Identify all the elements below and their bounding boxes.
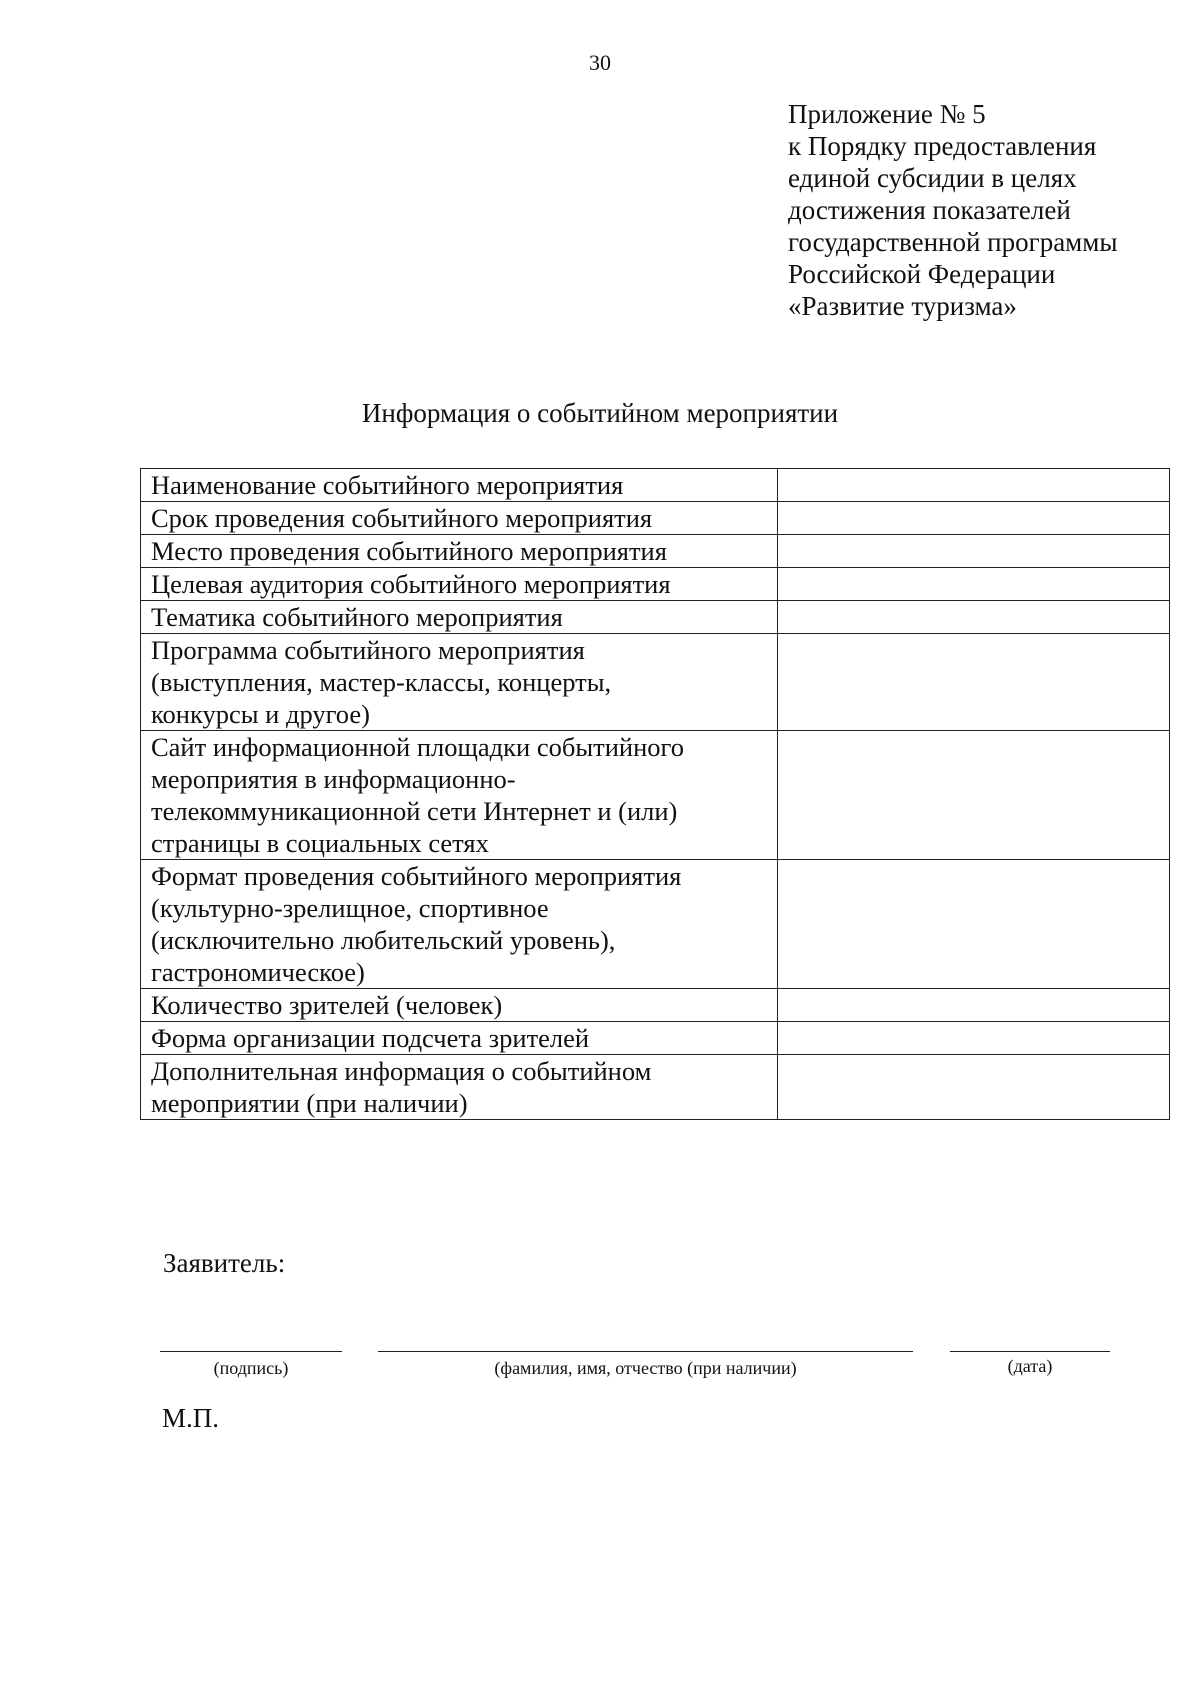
row-label-cell — [141, 1022, 778, 1055]
row-value-cell — [777, 634, 1169, 731]
table-body — [141, 469, 1170, 1120]
row-label-cell — [141, 731, 778, 860]
table-row — [141, 1055, 1170, 1120]
event-info-table — [140, 468, 1170, 1120]
appendix-line: государственной программы — [788, 227, 1118, 257]
table-row — [141, 860, 1170, 989]
row-label-cell — [141, 860, 778, 989]
row-label-line: Тематика событийного мероприятия — [151, 602, 563, 632]
row-label-cell — [141, 989, 778, 1022]
row-label-line: Наименование событийного мероприятия — [151, 470, 624, 500]
document-title: Информация о событийном мероприятии — [361, 398, 839, 428]
stamp-label: М.П. — [162, 1403, 220, 1433]
row-label-line: (выступления, мастер-классы, концерты, — [151, 667, 612, 697]
row-label-cell — [141, 634, 778, 731]
table-row — [141, 1022, 1170, 1055]
appendix-line: «Развитие туризма» — [788, 291, 1017, 321]
row-label-line: гастрономическое) — [151, 957, 365, 987]
row-label-line: мероприятия в информационно- — [151, 764, 516, 794]
table-row — [141, 568, 1170, 601]
row-value-cell — [777, 535, 1169, 568]
table-row — [141, 634, 1170, 731]
row-value-cell — [777, 469, 1169, 502]
row-value-cell — [777, 601, 1169, 634]
row-label-cell — [141, 601, 778, 634]
signature-line — [160, 1351, 342, 1352]
row-label-line: Программа событийного мероприятия — [151, 635, 585, 665]
signature-caption: (подпись) — [213, 1358, 289, 1378]
row-value-cell — [777, 860, 1169, 989]
row-value-cell — [777, 1022, 1169, 1055]
date-caption: (дата) — [1007, 1356, 1053, 1376]
row-label-line: Место проведения событийного мероприятия — [151, 536, 667, 566]
date-line — [950, 1351, 1110, 1352]
name-line — [378, 1351, 913, 1352]
row-label-line: Целевая аудитория событийного мероприятия — [151, 569, 671, 599]
row-label-line: мероприятии (при наличии) — [151, 1088, 468, 1118]
table-row — [141, 731, 1170, 860]
row-value-cell — [777, 1055, 1169, 1120]
applicant-label: Заявитель: — [163, 1248, 286, 1278]
row-label-cell — [141, 502, 778, 535]
row-label-line: (исключительно любительский уровень), — [151, 925, 616, 955]
row-label-line: Сайт информационной площадки событийного — [151, 732, 684, 762]
appendix-block — [788, 98, 1188, 322]
row-label-line: Срок проведения событийного мероприятия — [151, 503, 653, 533]
row-label-line: конкурсы и другое) — [151, 699, 370, 729]
row-label-cell — [141, 535, 778, 568]
table-row — [141, 989, 1170, 1022]
appendix-line: к Порядку предоставления — [788, 131, 1097, 161]
row-label-line: Дополнительная информация о событийном — [151, 1056, 652, 1086]
row-label-line: (культурно-зрелищное, спортивное — [151, 893, 549, 923]
row-label-line: телекоммуникационной сети Интернет и (или) — [151, 796, 678, 826]
row-label-line: Формат проведения событийного мероприятия — [151, 861, 682, 891]
row-label-cell — [141, 469, 778, 502]
page-number: 30 — [589, 50, 611, 75]
table-row — [141, 601, 1170, 634]
row-label-cell — [141, 1055, 778, 1120]
table-row — [141, 469, 1170, 502]
table-row — [141, 535, 1170, 568]
appendix-line: Российской Федерации — [788, 259, 1056, 289]
row-label-line: Форма организации подсчета зрителей — [151, 1023, 590, 1053]
appendix-line: единой субсидии в целях — [788, 163, 1077, 193]
row-label-line: Количество зрителей (человек) — [151, 990, 503, 1020]
row-value-cell — [777, 731, 1169, 860]
row-label-cell — [141, 568, 778, 601]
table-row — [141, 502, 1170, 535]
appendix-line: Приложение № 5 — [788, 99, 986, 129]
appendix-line: достижения показателей — [788, 195, 1071, 225]
row-value-cell — [777, 989, 1169, 1022]
row-value-cell — [777, 568, 1169, 601]
row-value-cell — [777, 502, 1169, 535]
name-caption: (фамилия, имя, отчество (при наличии) — [494, 1358, 797, 1378]
row-label-line: страницы в социальных сетях — [151, 828, 489, 858]
